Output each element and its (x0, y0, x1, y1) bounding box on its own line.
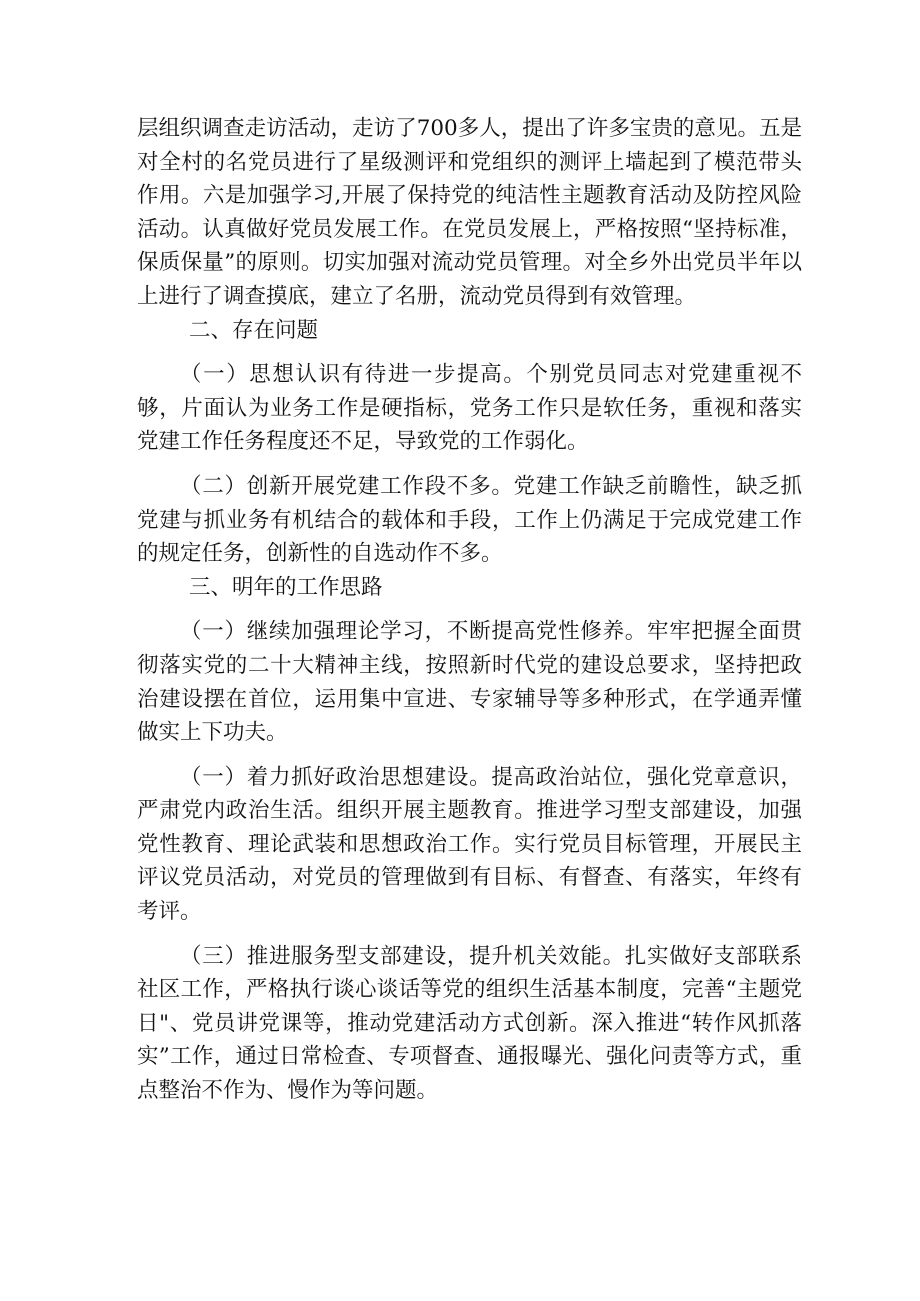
paragraph-plan-3: （三）推进服务型支部建设，提升机关效能。扎实做好支部联系社区工作，严格执行谈心谈话等党的组织生活基本制度，完善“主题党日"、党员讲党课等，推动党建活动方式创新。深入推进“转作风抓落实”工作，通过日常检查、专项督查、通报曝光、强化问责等方式，重点整治不作为、慢作为等问题。 (137, 943, 802, 1104)
section-heading-problems: 二、存在问题 (189, 317, 319, 343)
paragraph-plan-1: （一）继续加强理论学习，不断提高党性修养。牢牢把握全面贯彻落实党的二十大精神主线，按照新时代党的建设总要求，坚持把政治建设摆在首位，运用集中宣进、专家辅导等多种形式，在学通弄懂做实上下功夫。 (137, 619, 802, 746)
paragraph-plan-2: （一）着力抓好政治思想建设。提高政治站位，强化党章意识，严肃党内政治生活。组织开展主题教育。推进学习型支部建设，加强党性教育、理论武装和思想政治工作。实行党员目标管理，开展民主评议党员活动，对党员的管理做到有目标、有督查、有落实，年终有考评。 (137, 764, 802, 925)
paragraph-problem-1: （一）思想认识有待进一步提高。个别党员同志对党建重视不够，片面认为业务工作是硬指标，党务工作只是软任务，重视和落实党建工作任务程度还不足，导致党的工作弱化。 (137, 362, 802, 455)
section-heading-next-year: 三、明年的工作思路 (189, 574, 383, 600)
paragraph-continuation: 层组织调查走访活动，走访了700多人，提出了许多宝贵的意见。五是对全村的名党员进行了星级测评和党组织的测评上墙起到了模范带头作用。六是加强学习,开展了保持党的纯洁性主题教育活动及防控风险活动。认真做好党员发展工作。在党员发展上，严格按照“坚持标准，保质保量”的原则。切实加强对流动党员管理。对全乡外出党员半年以上进行了调查摸底，建立了名册，流动党员得到有效管理。 (137, 116, 802, 309)
paragraph-problem-2: （二）创新开展党建工作段不多。党建工作缺乏前瞻性，缺乏抓党建与抓业务有机结合的载体和手段，工作上仍满足于完成党建工作的规定任务，创新性的自选动作不多。 (137, 473, 802, 567)
document-body (137, 112, 802, 1108)
